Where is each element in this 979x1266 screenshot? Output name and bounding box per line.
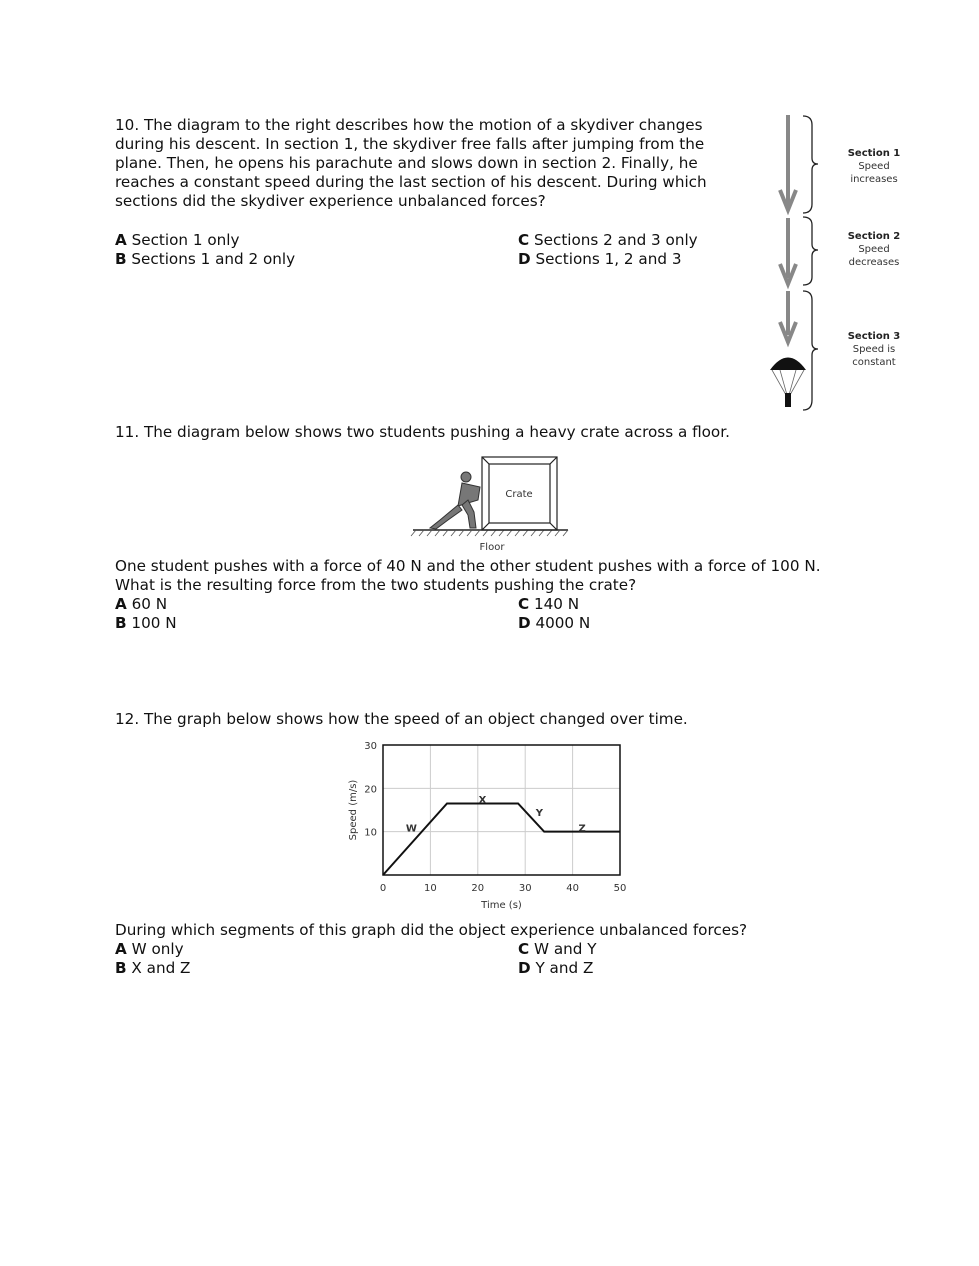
section-1-label: increases: [850, 174, 898, 185]
q10-option-c: C Sections 2 and 3 only: [518, 231, 698, 249]
q12-body: During which segments of this graph did the object experience unbalanced forces?: [115, 921, 748, 939]
q11-option-a: A 60 N: [115, 595, 168, 613]
x-tick-label: 0: [379, 883, 387, 894]
section-3-label: Speed is: [852, 344, 896, 355]
y-axis-label: Speed (m/s): [348, 779, 359, 841]
q11-option-d: D 4000 N: [518, 614, 591, 632]
segment-label: W: [405, 823, 417, 835]
x-tick-label: 40: [566, 883, 579, 894]
section-2-title: Section 2: [847, 231, 901, 242]
x-axis-label: Time (s): [481, 900, 522, 911]
segment-label: Y: [535, 808, 544, 820]
q10-option-d: D Sections 1, 2 and 3: [518, 250, 682, 268]
x-tick-label: 50: [613, 883, 627, 894]
q10-option-b: B Sections 1 and 2 only: [115, 250, 296, 268]
stem-line: during his descent. In section 1, the skydiver free falls after jumping from the: [115, 135, 705, 153]
q12-option-d: D Y and Z: [518, 959, 594, 977]
section-1-label: Speed: [858, 161, 890, 172]
x-tick-label: 30: [518, 883, 532, 894]
q10-option-a: A Section 1 only: [115, 231, 240, 249]
segment-label: X: [478, 795, 487, 807]
section-2-label: Speed: [858, 244, 890, 255]
q12-option-b: B X and Z: [115, 959, 191, 977]
q12-option-a: A W only: [115, 940, 184, 958]
speed-line: [383, 804, 620, 876]
floor-label: Floor: [479, 542, 505, 553]
q11-option-c: C 140 N: [518, 595, 580, 613]
y-tick-label: 10: [364, 827, 377, 839]
y-tick-label: 30: [364, 741, 377, 752]
body-line: One student pushes with a force of 40 N and the other student pushes with a force of 100 N.: [115, 557, 821, 575]
q12-stem: 12. The graph below shows how the speed of an object changed over time.: [115, 710, 688, 728]
section-2-label: decreases: [848, 257, 900, 268]
stem-line: 10. The diagram to the right describes how the motion of a skydiver changes: [115, 116, 703, 134]
q12-option-c: C W and Y: [518, 940, 597, 958]
segment-label: Z: [578, 823, 586, 835]
q11-stem: 11. The diagram below shows two students pushing a heavy crate across a floor.: [115, 423, 730, 441]
body-line: What is the resulting force from the two students pushing the crate?: [115, 576, 637, 594]
y-tick-label: 20: [364, 784, 377, 796]
plot-frame: [383, 745, 620, 875]
section-3-label: constant: [852, 357, 896, 368]
q11-option-b: B 100 N: [115, 614, 177, 632]
stem-line: sections did the skydiver experience unbalanced forces?: [115, 192, 546, 210]
section-3-title: Section 3: [847, 331, 901, 342]
stem-line: reaches a constant speed during the last section of his descent. During which: [115, 173, 707, 191]
x-tick-label: 20: [471, 883, 485, 894]
stem-line: plane. Then, he opens his parachute and slows down in section 2. Finally, he: [115, 154, 698, 172]
crate-label: Crate: [505, 489, 533, 500]
x-tick-label: 10: [424, 883, 437, 894]
section-1-title: Section 1: [847, 148, 901, 159]
